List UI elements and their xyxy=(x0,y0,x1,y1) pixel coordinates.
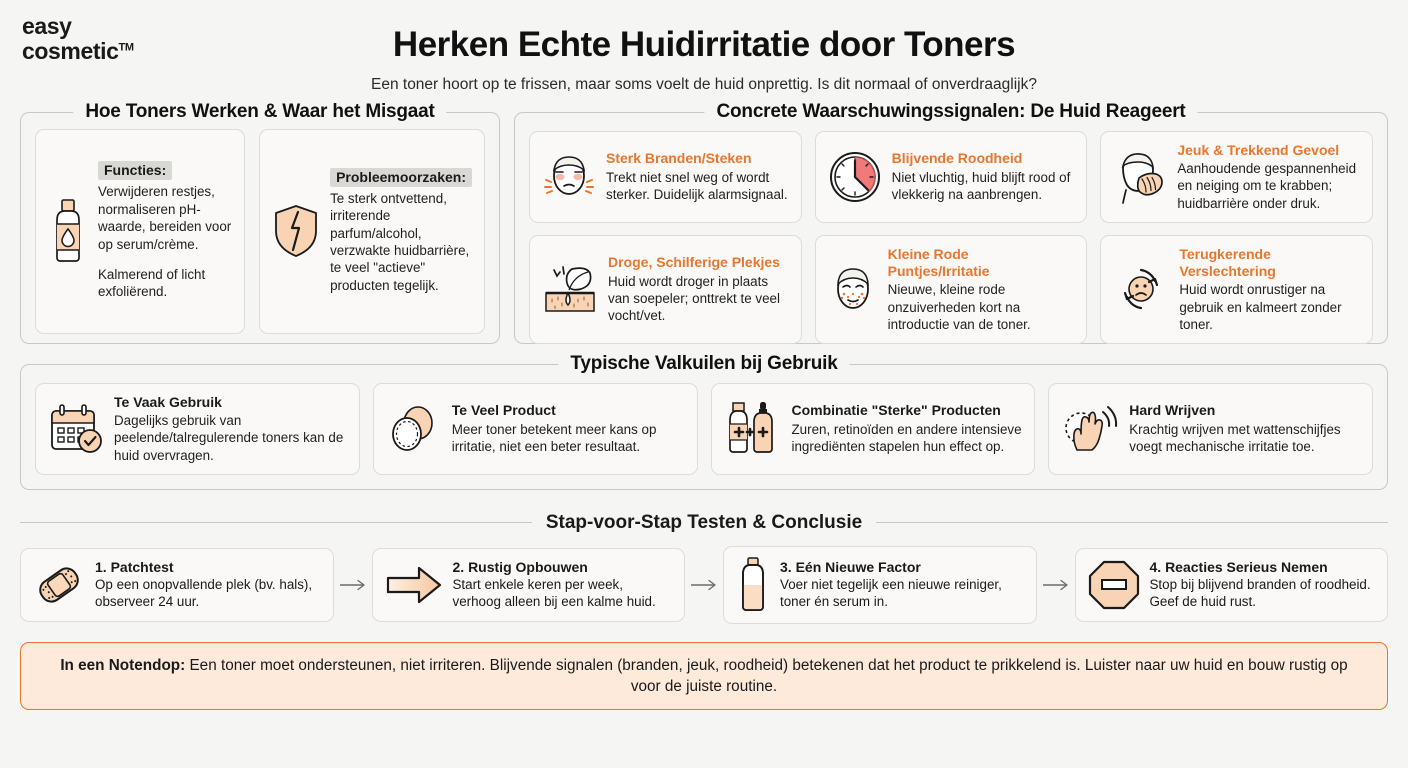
signal-text: Aanhoudende gespannenheid en neiging om te krabben; huidbarrière onder druk. xyxy=(1177,161,1357,211)
page-title: Herken Echte Huidirritatie door Toners xyxy=(392,25,1016,64)
pitfall-card xyxy=(373,383,698,475)
pitfall-title: Combinatie "Sterke" Producten xyxy=(791,402,1001,419)
pitfall-card xyxy=(711,383,1036,475)
signal-text: Huid wordt onrustiger na gebruik en kalmeert zonder toner. xyxy=(1179,282,1342,332)
signal-card xyxy=(1100,235,1373,344)
signal-card xyxy=(1100,131,1373,223)
brand-tm: TM xyxy=(118,41,134,54)
conclusion-lead: In een Notendop: xyxy=(60,656,186,674)
step-title: 2. Rustig Opbouwen xyxy=(452,558,588,575)
steps-row xyxy=(20,546,1388,624)
pitfall-title: Te Vaak Gebruik xyxy=(114,393,222,410)
toner-bottle-icon xyxy=(48,198,88,264)
main-row-1 xyxy=(0,100,1408,344)
conclusion-text: Een toner moet ondersteunen, niet irriteren. Blijvende signalen (branden, jeuk, roodheid) betekenen dat het product te prikkelend is. Luister naar uw huid en bouw rustig op voor de juiste routine. xyxy=(185,656,1348,695)
functies-text-2: Kalmerend of licht exfoliërend. xyxy=(98,266,206,300)
dry-skin-leaf-icon xyxy=(542,263,598,315)
step-title: 4. Reacties Serieus Nemen xyxy=(1149,558,1328,575)
signal-card xyxy=(815,235,1088,344)
brand-line2: cosmetic xyxy=(22,37,119,64)
step-text: Start enkele keren per week, verhoog alleen bij een kalme huid. xyxy=(452,576,656,609)
rubbing-hand-icon xyxy=(1061,402,1119,456)
signal-card xyxy=(529,131,802,223)
step-text: Voer niet tegelijk een nieuwe reiniger, toner én serum in. xyxy=(780,576,1002,609)
recurring-arrows-face-icon xyxy=(1113,261,1169,317)
steps-legend: Stap-voor-Stap Testen & Conclusie xyxy=(545,511,863,533)
arrow-right-icon xyxy=(334,578,372,592)
step-card xyxy=(723,546,1037,624)
arrow-ramp-icon xyxy=(385,563,443,607)
steps-header xyxy=(20,512,1388,534)
functies-label: Functies: xyxy=(98,161,172,180)
pitfall-text: Meer toner betekent meer kans op irritatie, niet een beter resultaat. xyxy=(451,421,657,455)
divider-right xyxy=(876,522,1388,523)
pitfall-card xyxy=(35,383,360,475)
calendar-check-icon xyxy=(48,403,104,455)
pitfall-card xyxy=(1048,383,1373,475)
conclusion-banner xyxy=(20,642,1388,710)
signal-title: Terugkerende Verslechtering xyxy=(1179,245,1276,279)
signal-title: Kleine Rode Puntjes/Irritatie xyxy=(887,245,990,279)
signal-text: Nieuwe, kleine rode onzuiverheden kort na introductie van de toner. xyxy=(887,282,1031,332)
step-card xyxy=(372,548,686,622)
warning-signals-legend: Concrete Waarschuwingssignalen: De Huid Reageert xyxy=(704,101,1197,123)
warning-signals-section xyxy=(514,100,1388,344)
signal-text: Niet vluchtig, huid blijft rood of vlekkerig na aanbrengen. xyxy=(891,169,1071,203)
step-card xyxy=(1075,548,1389,622)
cracked-shield-icon xyxy=(272,204,320,258)
signal-card xyxy=(815,131,1088,223)
step-text: Stop bij blijvend branden of roodheid. Geef de huid rust. xyxy=(1149,576,1371,609)
signal-title: Blijvende Roodheid xyxy=(891,150,1023,167)
pitfall-text: Dagelijks gebruik van peelende/talregulerende toners kan de huid overvragen. xyxy=(114,413,344,463)
cotton-pads-icon xyxy=(386,402,442,456)
pitfalls-legend: Typische Valkuilen bij Gebruik xyxy=(558,353,849,375)
two-bottles-plus-icon xyxy=(724,400,782,458)
steps-section xyxy=(20,512,1388,624)
stop-sign-icon xyxy=(1088,560,1140,610)
signal-card xyxy=(529,235,802,344)
probleemoorzaken-label: Probleemoorzaken: xyxy=(330,168,472,187)
pitfall-text: Krachtig wrijven met wattenschijfjes voegt mechanische irritatie toe. xyxy=(1129,421,1341,455)
scratching-hand-icon xyxy=(1113,148,1167,206)
step-text: Op een onopvallende plek (bv. hals), observeer 24 uur. xyxy=(95,576,313,609)
how-toners-section xyxy=(20,100,500,344)
functies-text-1: Verwijderen restjes, normaliseren pH-waarde, bereiden voor op serum/crème. xyxy=(98,184,232,252)
brand-logo xyxy=(22,14,134,64)
probleemoorzaken-text-1: Te sterk ontvettend, irriterende parfum/alcohol, verzwakte huidbarrière, te veel "actieve" producten tegelijk. xyxy=(330,190,470,293)
functies-card xyxy=(35,129,245,334)
page-subtitle: Een toner hoort op te frissen, maar soms voelt de huid onprettig. Is dit normaal of onverdraaglijk? xyxy=(371,75,1037,93)
pitfall-title: Te Veel Product xyxy=(451,402,556,419)
pitfalls-section xyxy=(20,352,1388,490)
spotty-face-icon xyxy=(828,260,878,318)
brand-line1: easy xyxy=(22,13,72,39)
burning-face-icon xyxy=(542,148,596,206)
single-bottle-icon xyxy=(736,557,770,613)
signal-title: Jeuk & Trekkend Gevoel xyxy=(1177,141,1340,158)
pitfall-title: Hard Wrijven xyxy=(1129,402,1216,419)
page-header xyxy=(0,0,1408,94)
step-card xyxy=(20,548,334,622)
clock-redness-icon xyxy=(828,149,882,205)
divider-left xyxy=(20,522,532,523)
probleemoorzaken-card xyxy=(259,129,485,334)
signal-title: Droge, Schilferige Plekjes xyxy=(608,254,780,271)
bandage-icon xyxy=(33,561,85,609)
step-title: 3. Eén Nieuwe Factor xyxy=(780,558,921,575)
step-title: 1. Patchtest xyxy=(95,558,174,575)
signal-title: Sterk Branden/Steken xyxy=(606,150,752,167)
signal-text: Trekt niet snel weg of wordt sterker. Duidelijk alarmsignaal. xyxy=(606,169,788,203)
pitfall-text: Zuren, retinoïden en andere intensieve ingrediënten stapelen hun effect op. xyxy=(791,421,1022,455)
arrow-right-icon xyxy=(685,578,723,592)
signal-text: Huid wordt droger in plaats van soepeler; onttrekt te veel vocht/vet. xyxy=(608,273,780,324)
how-toners-legend: Hoe Toners Werken & Waar het Misgaat xyxy=(73,101,446,123)
arrow-right-icon xyxy=(1037,578,1075,592)
